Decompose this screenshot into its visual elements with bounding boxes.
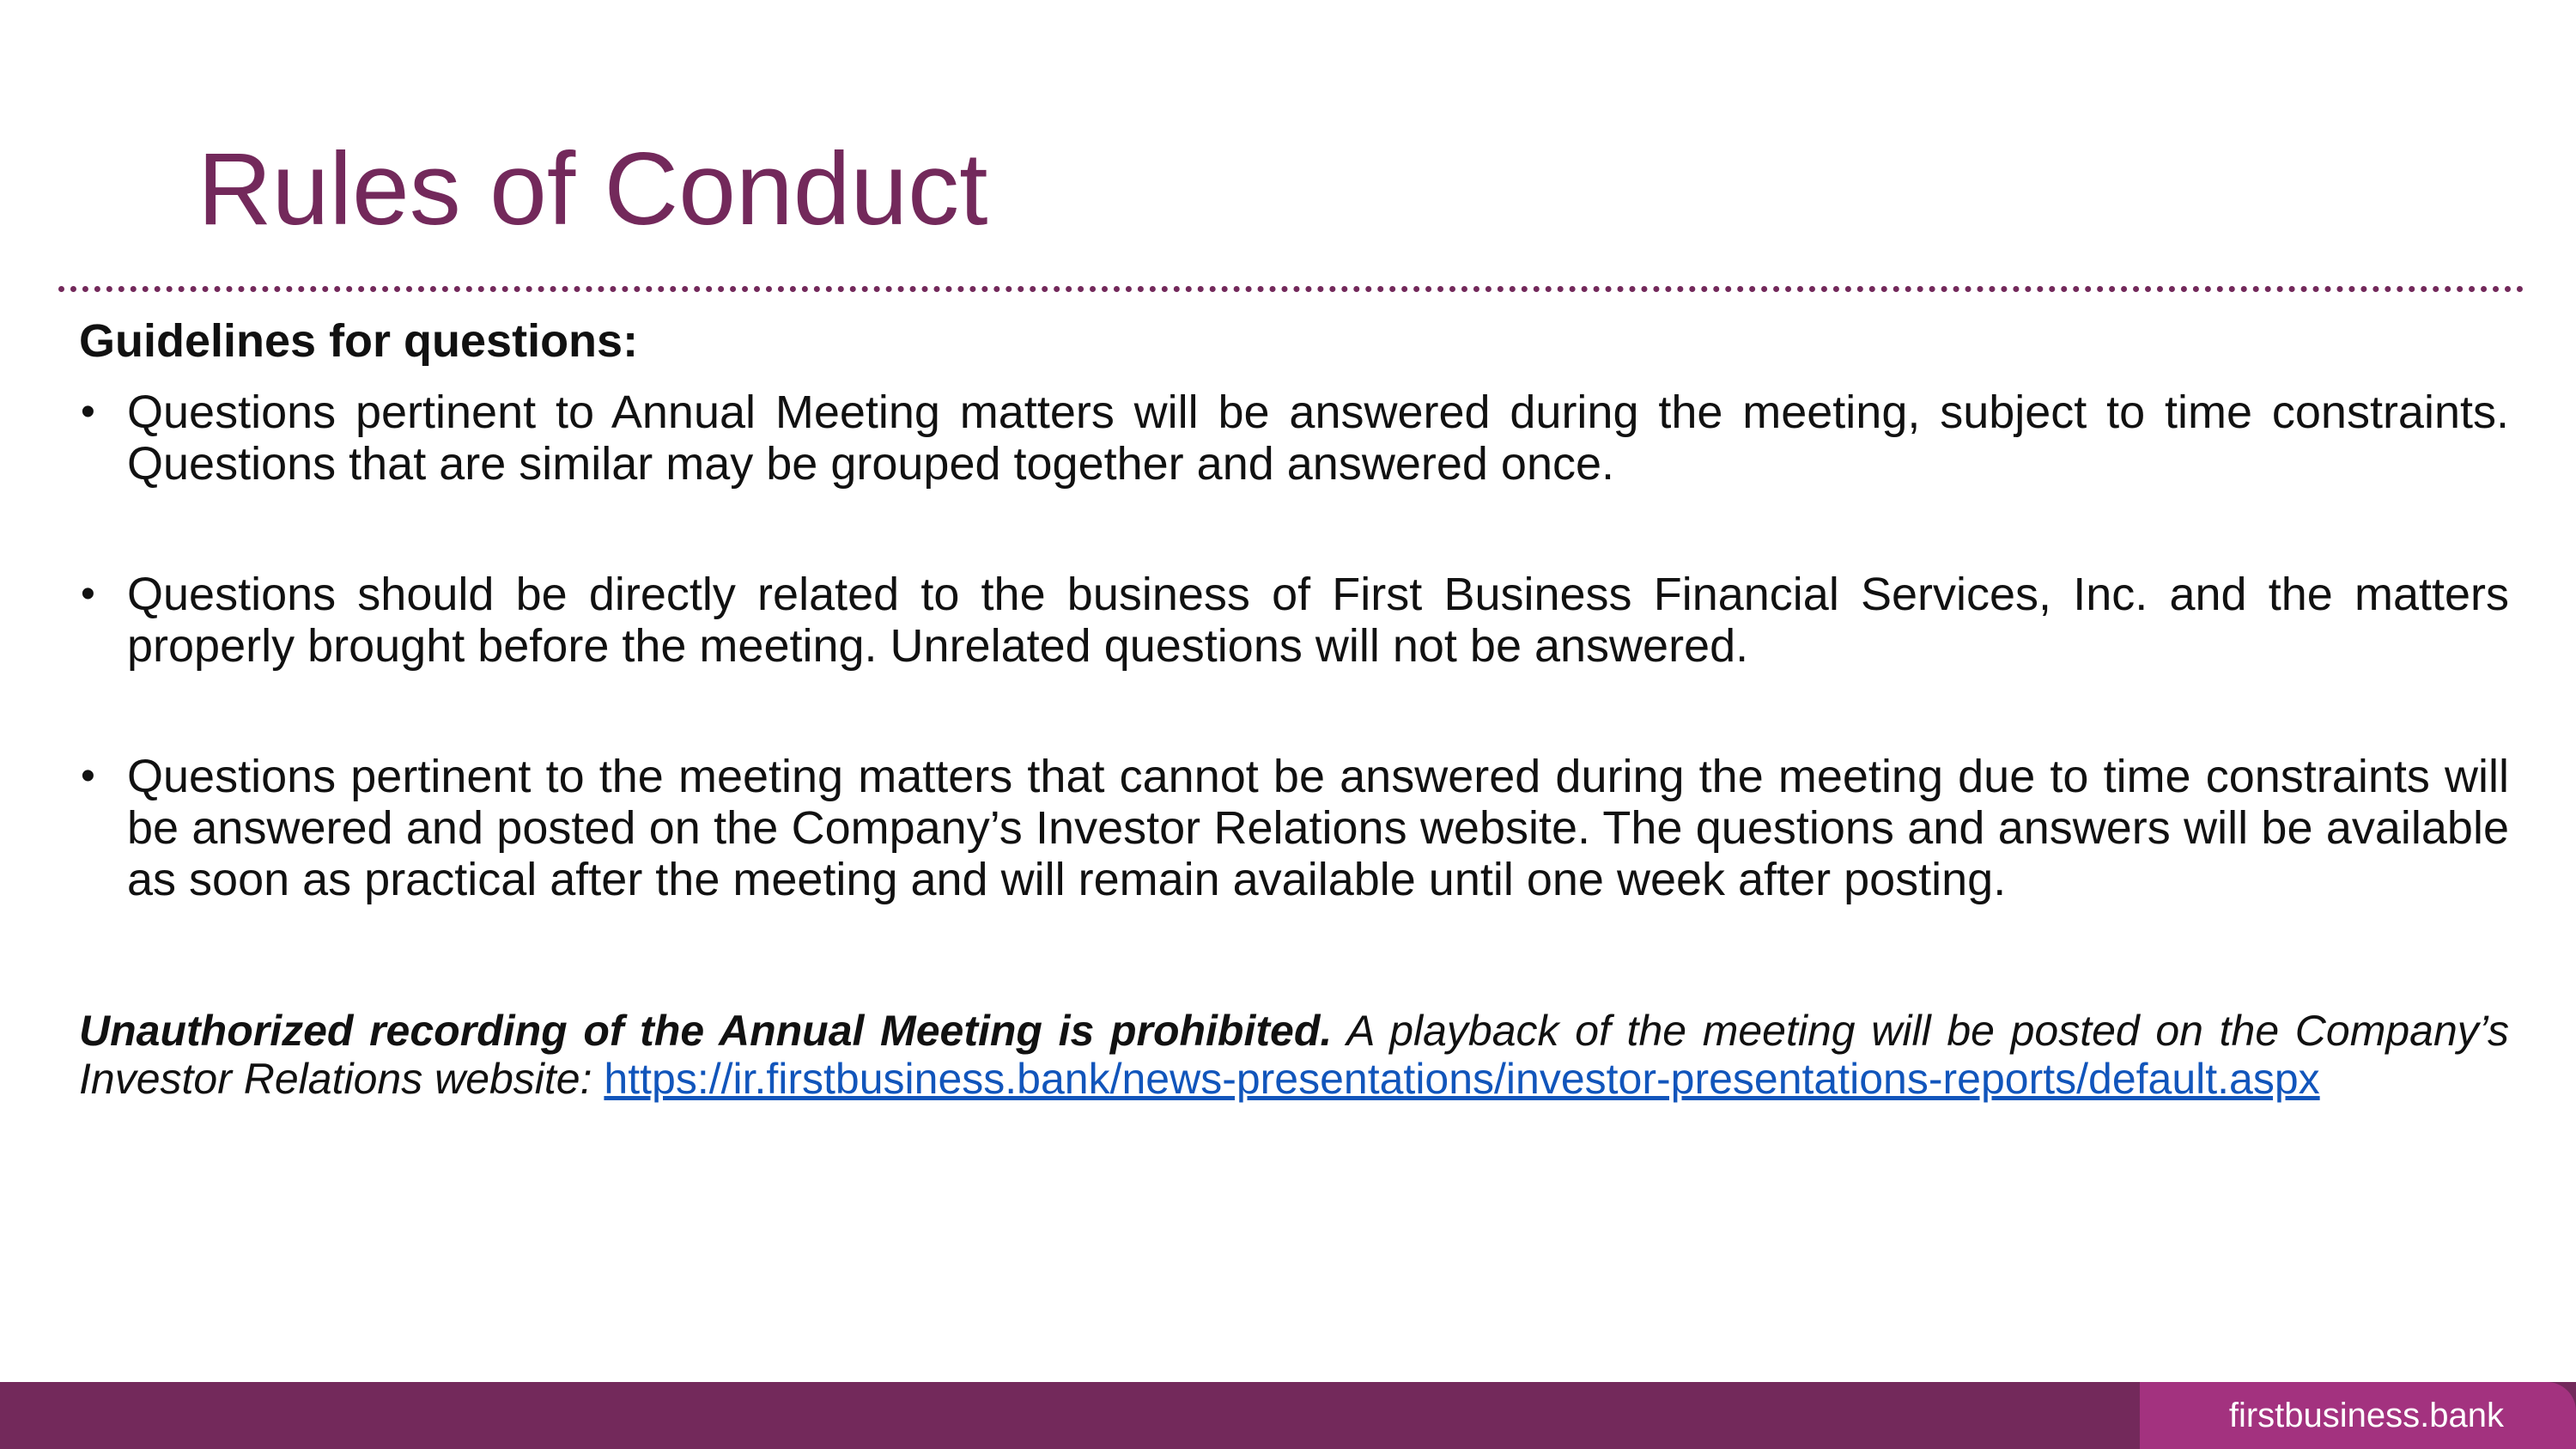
guideline-text: Questions pertinent to Annual Meeting matters will be answered during the meeting, subject to time constraints. Questions that are similar may be grouped together and answered once.	[127, 387, 2509, 490]
slide-title: Rules of Conduct	[197, 131, 988, 247]
bullet-icon: •	[81, 753, 95, 799]
bullet-icon: •	[81, 389, 95, 435]
guidelines-list	[79, 387, 2509, 905]
footer-brand-tab	[2140, 1382, 2576, 1449]
investor-relations-link[interactable]: https://ir.firstbusiness.bank/news-presentations/investor-presentations-reports/default.aspx	[604, 1055, 2320, 1103]
footer-brand-text: firstbusiness.bank	[2228, 1396, 2504, 1434]
recording-notice	[79, 1007, 2509, 1103]
bullet-icon: •	[81, 571, 95, 617]
title-divider	[58, 286, 2524, 292]
guideline-text: Questions should be directly related to the business of First Business Financial Services, Inc. and the matters properly brought before the meeting. Unrelated questions will not be answered.	[127, 569, 2509, 672]
guideline-item	[79, 751, 2509, 905]
recording-prohibited-text: Unauthorized recording of the Annual Meeting is prohibited.	[79, 1007, 1333, 1055]
guideline-item	[79, 387, 2509, 490]
guideline-item	[79, 569, 2509, 672]
guidelines-heading: Guidelines for questions:	[79, 315, 639, 367]
slide-content	[79, 311, 2509, 1103]
guideline-text: Questions pertinent to the meeting matters that cannot be answered during the meeting due to time constraints will be answered and posted on the Company’s Investor Relations website. The questions and answers will be available as soon as practical after the meeting and will remain available until one week after posting.	[127, 751, 2509, 905]
playback-text: A playback of the meeting will be posted on the Company’s Investor Relations website:	[79, 1007, 2509, 1103]
